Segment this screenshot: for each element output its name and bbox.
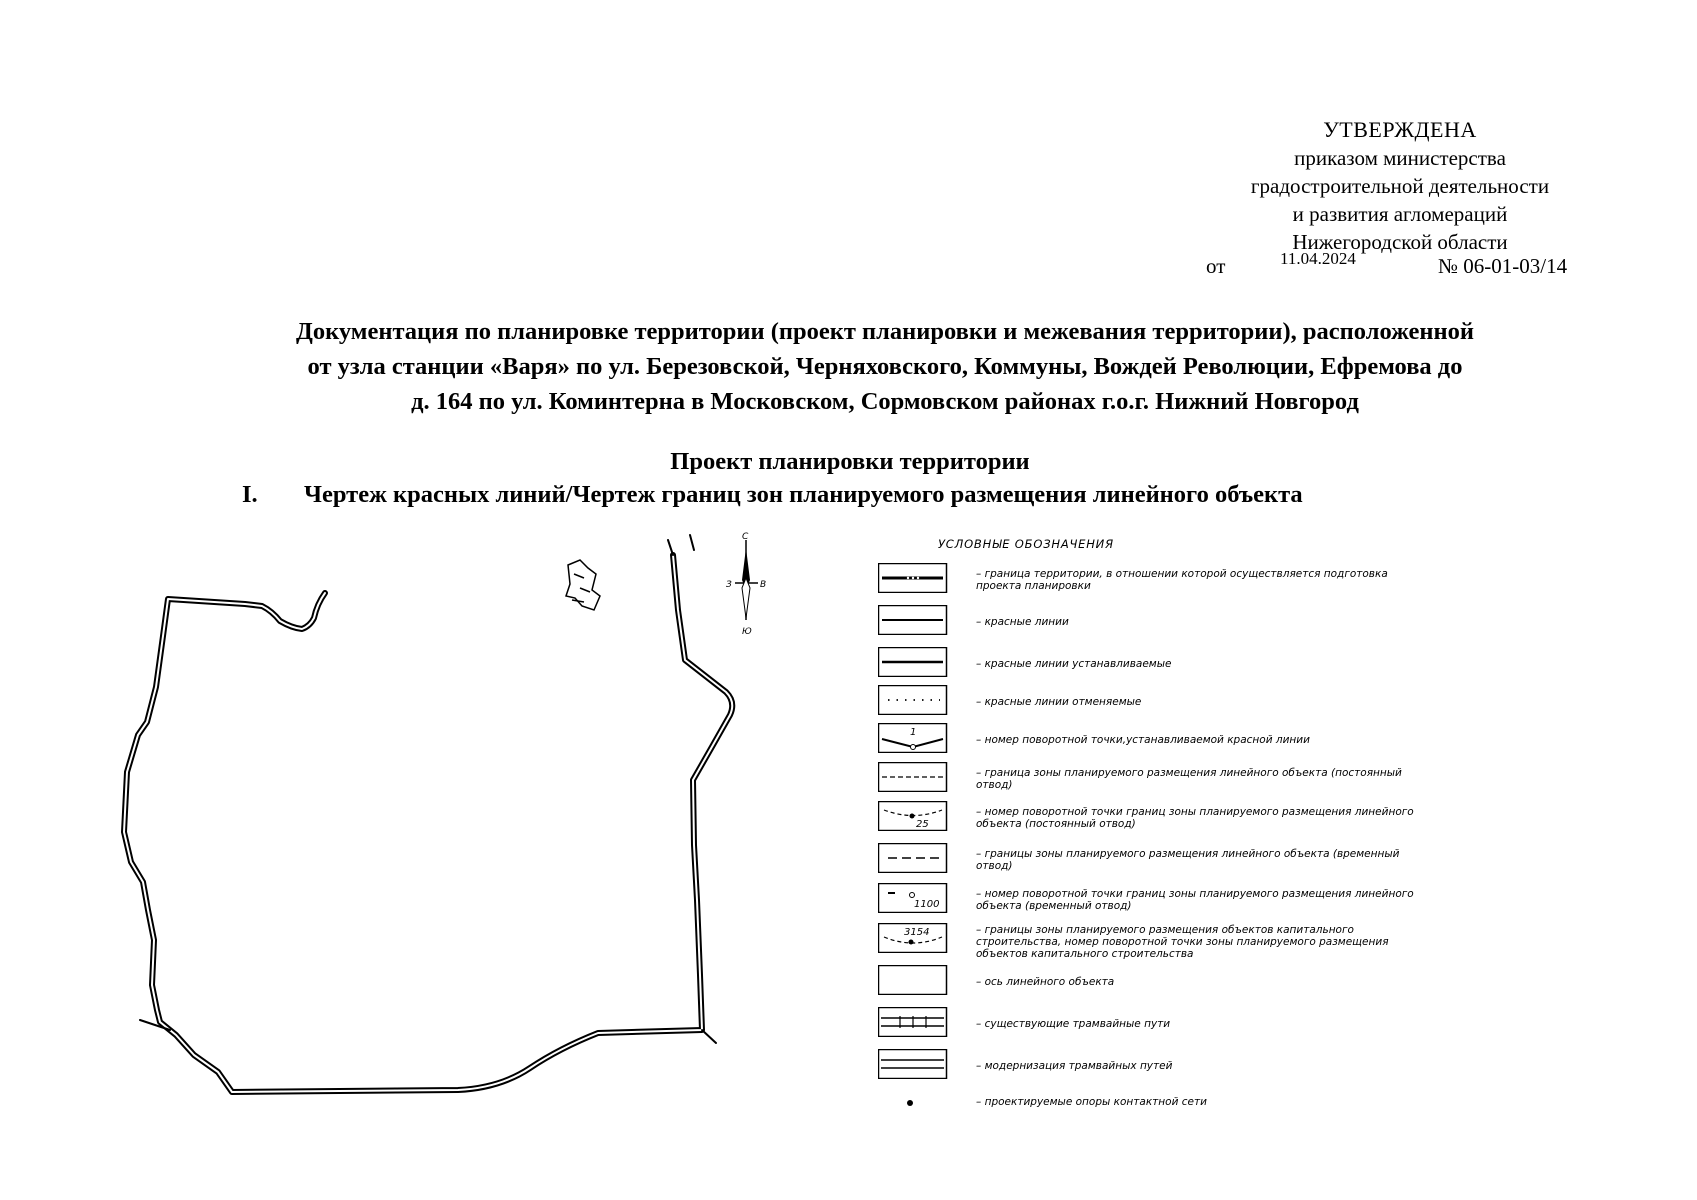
legend-text: – красные линии устанавливаемые: [976, 658, 1172, 670]
legend-text: – номер поворотной точки границ зоны планируемого размещения линейного объекта (постоянный отвод): [976, 806, 1414, 830]
approval-date: 11.04.2024: [1280, 249, 1356, 268]
legend-symbol-label: 1: [910, 727, 917, 738]
legend-symbol-permanent-zone-boundary: [878, 762, 948, 792]
legend-symbol-linear-object-axis: [878, 965, 948, 995]
legend-symbol-label: 3154: [904, 927, 930, 938]
legend-symbol-territory-boundary: [878, 563, 948, 593]
map-fragment: [566, 560, 600, 610]
approval-from-label: от: [1206, 254, 1226, 278]
legend-symbol-red-lines: [878, 605, 948, 635]
legend-text: – проектируемые опоры контактной сети: [976, 1096, 1207, 1108]
document-title-line-2: от узла станции «Варя» по ул. Березовской, Черняховского, Коммуны, Вождей Революции, Ефремова до: [307, 353, 1463, 380]
legend-symbol-existing-tram-tracks: [878, 1007, 948, 1037]
approval-block: [1200, 116, 1600, 256]
legend-item-existing-tram-tracks: [878, 1007, 1438, 1041]
approval-line-4: Нижегородской области: [1292, 230, 1508, 254]
compass-north: С: [742, 532, 749, 542]
legend-text: – номер поворотной точки,устанавливаемой красной линии: [976, 734, 1310, 746]
legend-text: – границы зоны планируемого размещения линейного объекта (временный отвод): [976, 848, 1400, 872]
document-title: [170, 314, 1600, 419]
legend-symbol-red-lines-cancelled: [878, 685, 948, 715]
territory-boundary: [124, 535, 732, 1092]
document-subtitle: Проект планировки территории: [670, 448, 1030, 475]
legend-item-contact-network-supports: [878, 1085, 1438, 1119]
legend-item-red-lines-cancelled: [878, 685, 1438, 719]
legend-text: – граница зоны планируемого размещения линейного объекта (постоянный отвод): [976, 767, 1402, 791]
legend-item-temporary-zone-boundary: [878, 843, 1438, 877]
legend-symbol-temporary-zone-boundary: [878, 843, 948, 873]
legend-text: – существующие трамвайные пути: [976, 1018, 1171, 1030]
legend-symbol-capital-construction-zone: [878, 923, 948, 953]
legend-item-linear-object-axis: [878, 965, 1438, 999]
legend-symbol-red-line-point-number: [878, 723, 948, 753]
legend-item-tram-tracks-modernization: [878, 1049, 1438, 1083]
legend-text: – модернизация трамвайных путей: [976, 1060, 1173, 1072]
legend-item-red-line-point-number: [878, 723, 1438, 757]
approval-heading: УТВЕРЖДЕНА: [1323, 117, 1477, 142]
approval-line-3: и развития агломераций: [1292, 202, 1508, 226]
legend-symbol-permanent-zone-point: [878, 801, 948, 831]
approval-line-2: градостроительной деятельности: [1250, 174, 1550, 198]
legend-symbol-label: 1100: [914, 899, 940, 910]
legend-item-temporary-zone-point: [878, 883, 1438, 917]
legend-text: – красные линии отменяемые: [976, 696, 1142, 708]
document-title-line-3: д. 164 по ул. Коминтерна в Московском, Сормовском районах г.о.г. Нижний Новгород: [411, 388, 1359, 415]
compass-west: З: [726, 580, 732, 590]
territory-map: [0, 520, 860, 1120]
legend-item-permanent-zone-boundary: [878, 762, 1438, 796]
approval-number: № 06-01-03/14: [1438, 254, 1568, 278]
legend-text: – ось линейного объекта: [976, 976, 1115, 988]
legend-symbol-temporary-zone-point: [878, 883, 948, 913]
legend-item-red-lines: [878, 605, 1438, 639]
compass-east: В: [760, 580, 767, 590]
legend-symbol-red-lines-established: [878, 647, 948, 677]
legend-symbol-label: 25: [916, 819, 929, 830]
section-title: Чертеж красных линий/Чертеж границ зон планируемого размещения линейного объекта: [304, 481, 1303, 508]
legend-item-capital-construction-zone: [878, 923, 1438, 961]
legend-item-red-lines-established: [878, 647, 1438, 681]
legend-item-territory-boundary: [878, 563, 1438, 597]
legend-title: УСЛОВНЫЕ ОБОЗНАЧЕНИЯ: [938, 537, 1114, 551]
compass-south: Ю: [742, 627, 752, 637]
legend-text: – номер поворотной точки границ зоны планируемого размещения линейного объекта (временный отвод): [976, 888, 1414, 912]
legend-text: – границы зоны планируемого размещения объектов капитального строительства, номер поворотной точки зоны планируемого размещения объектов капитального строительства: [976, 924, 1389, 960]
legend-item-permanent-zone-point: [878, 801, 1438, 835]
compass-rose: [726, 532, 766, 637]
legend-text: – граница территории, в отношении которой осуществляется подготовка проекта планировки: [976, 568, 1388, 592]
legend-symbol-tram-tracks-modernization: [878, 1049, 948, 1079]
legend-text: – красные линии: [976, 616, 1069, 628]
section-number: I.: [242, 481, 258, 508]
approval-line-1: приказом министерства: [1294, 146, 1506, 170]
document-title-line-1: Документация по планировке территории (проект планировки и межевания территории), расположенной: [295, 318, 1475, 345]
legend-symbol-contact-network-supports: [878, 1085, 948, 1115]
